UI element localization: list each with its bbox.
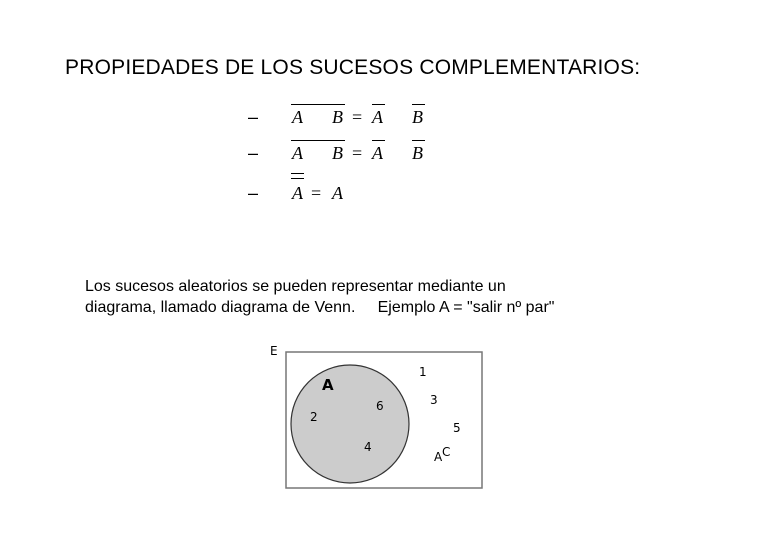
set-b: B	[412, 143, 423, 163]
universe-label: E	[270, 344, 278, 358]
bullet: –	[248, 183, 259, 203]
bullet: –	[248, 143, 259, 163]
double-overbar-top	[291, 173, 304, 174]
element-3: 3	[430, 393, 438, 407]
equals-sign: =	[352, 143, 363, 163]
set-b: B	[332, 107, 343, 127]
set-a-circle	[291, 365, 409, 483]
equals-sign: =	[352, 107, 363, 127]
complement-label: A	[434, 450, 443, 464]
set-a-label: A	[322, 376, 334, 394]
property-row-3	[248, 183, 448, 209]
overbar	[412, 104, 425, 105]
overbar	[372, 104, 385, 105]
element-5: 5	[453, 421, 461, 435]
set-a: A	[372, 143, 383, 163]
element-6: 6	[376, 399, 384, 413]
element-4: 4	[364, 440, 372, 454]
page-title: PROPIEDADES DE LOS SUCESOS COMPLEMENTARIOS:	[65, 56, 641, 79]
overbar	[291, 140, 345, 141]
set-b: B	[332, 143, 343, 163]
double-overbar-bottom	[291, 178, 304, 179]
set-b: B	[412, 107, 423, 127]
equals-sign: =	[311, 183, 322, 203]
bullet: –	[248, 107, 259, 127]
set-a: A	[292, 107, 303, 127]
set-a: A	[372, 107, 383, 127]
description-line-2: diagrama, llamado diagrama de Venn. Ejemplo A = "salir nº par"	[85, 299, 555, 316]
set-a: A	[292, 143, 303, 163]
element-2: 2	[310, 410, 318, 424]
description-paragraph	[85, 276, 554, 318]
overbar	[291, 104, 345, 105]
description-line-1: Los sucesos aleatorios se pueden representar mediante un	[85, 278, 506, 295]
property-row-1	[248, 107, 448, 133]
overbar	[412, 140, 425, 141]
property-row-2	[248, 143, 448, 169]
complement-superscript: C	[442, 445, 451, 459]
set-a: A	[292, 183, 303, 203]
element-1: 1	[419, 365, 427, 379]
overbar	[372, 140, 385, 141]
set-a: A	[332, 183, 343, 203]
venn-diagram	[262, 340, 492, 500]
